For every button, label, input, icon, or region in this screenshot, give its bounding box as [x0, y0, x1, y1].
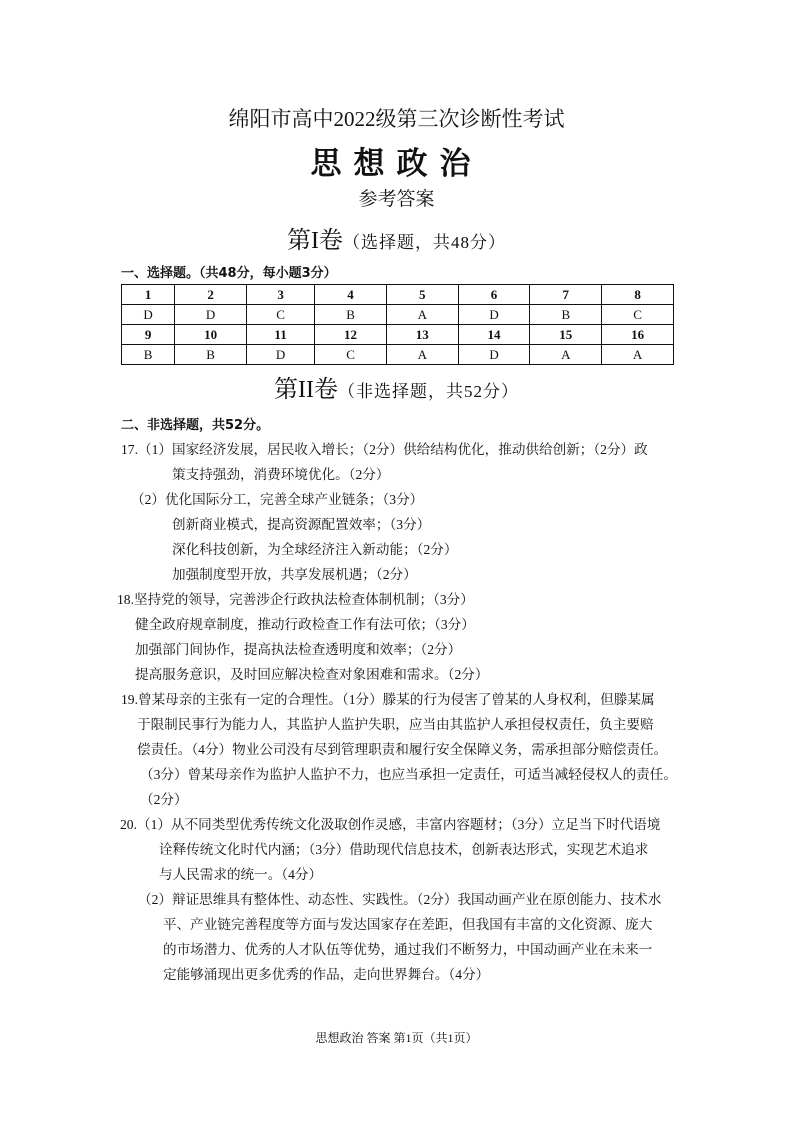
section2-label: 二、非选择题，共52分。 [121, 418, 270, 433]
question-number-cell: 9 [122, 325, 175, 345]
question-number-row [122, 325, 674, 345]
q20-line: 的市场潜力、优秀的人才队伍等优势，通过我们不断努力，中国动画产业在未来一 [163, 942, 653, 957]
question-number-cell: 8 [602, 285, 674, 305]
part2-subtitle: （非选择题，共52分） [337, 382, 519, 401]
question-number-cell: 14 [458, 325, 530, 345]
question-number-cell: 13 [386, 325, 458, 345]
q18-line: 加强部门间协作，提高执法检查透明度和效率；（2分） [135, 642, 462, 657]
q18-line: 18.坚持党的领导，完善涉企行政执法检查体制机制；（3分） [117, 592, 474, 607]
q17-line: （2）优化国际分工，完善全球产业链条；（3分） [131, 492, 424, 507]
q19-line: 于限制民事行为能力人，其监护人监护失职，应当由其监护人承担侵权责任，负主要赔 [137, 717, 654, 732]
part2-title: 第II卷 [274, 377, 338, 403]
answer-cell: A [602, 345, 674, 365]
doc-type: 参考答案 [358, 188, 435, 210]
q19-line: （3分）曾某母亲作为监护人监护不力，也应当承担一定责任，可适当减轻侵权人的责任。 [140, 767, 677, 782]
answer-cell: B [530, 305, 602, 325]
answer-cell: C [247, 305, 315, 325]
part2-heading [0, 369, 793, 404]
question-number-cell: 1 [122, 285, 175, 305]
q17-line: 加强制度型开放，共享发展机遇；（2分） [172, 567, 417, 582]
question-number-row [122, 285, 674, 305]
q17-line: 17.（1）国家经济发展，居民收入增长；（2分）供给结构优化，推动供给创新；（2分）政 [121, 442, 648, 457]
q20-line: 诠释传统文化时代内涵；（3分）借助现代信息技术，创新表达形式，实现艺术追求 [159, 842, 649, 857]
answer-cell: C [602, 305, 674, 325]
q20-line: 20.（1）从不同类型优秀传统文化汲取创作灵感，丰富内容题材；（3分）立足当下时代语境 [120, 817, 661, 832]
question-number-cell: 4 [315, 285, 387, 305]
q19-line: （2分） [140, 792, 188, 807]
part1-subtitle: （选择题，共48分） [343, 233, 506, 252]
answer-cell: A [386, 305, 458, 325]
q20-line: 平、产业链完善程度等方面与发达国家存在差距，但我国有丰富的文化资源、庞大 [163, 917, 653, 932]
answer-cell: C [315, 345, 387, 365]
page-footer: 思想政治 答案 第1页（共1页） [315, 1031, 478, 1045]
question-number-cell: 10 [175, 325, 247, 345]
answer-row [122, 345, 674, 365]
question-number-cell: 15 [530, 325, 602, 345]
question-number-cell: 3 [247, 285, 315, 305]
answer-cell: A [386, 345, 458, 365]
answer-row [122, 305, 674, 325]
q17-line: 深化科技创新，为全球经济注入新动能；（2分） [172, 542, 458, 557]
q18-line: 提高服务意识，及时回应解决检查对象困难和需求。（2分） [135, 667, 489, 682]
q17-line: 创新商业模式，提高资源配置效率；（3分） [172, 517, 431, 532]
answer-table [121, 284, 674, 365]
q19-line: 偿责任。（4分）物业公司没有尽到管理职责和履行安全保障义务，需承担部分赔偿责任。 [137, 742, 668, 757]
answer-cell: B [175, 345, 247, 365]
answer-cell: D [247, 345, 315, 365]
subject-title: 思想政治 [310, 146, 483, 182]
q17-line: 策支持强劲，消费环境优化。（2分） [172, 467, 390, 482]
answer-cell: B [122, 345, 175, 365]
answer-cell: D [175, 305, 247, 325]
exam-title: 绵阳市高中2022级第三次诊断性考试 [228, 107, 565, 131]
question-number-cell: 7 [530, 285, 602, 305]
q20-line: 定能够涌现出更多优秀的作品，走向世界舞台。（4分） [163, 967, 490, 982]
question-number-cell: 6 [458, 285, 530, 305]
q18-line: 健全政府规章制度，推动行政检查工作有法可依；（3分） [135, 617, 475, 632]
q20-line: （2）辩证思维具有整体性、动态性、实践性。（2分）我国动画产业在原创能力、技术水 [138, 892, 662, 907]
question-number-cell: 5 [386, 285, 458, 305]
part1-heading [0, 220, 793, 255]
answer-cell: D [122, 305, 175, 325]
part1-title: 第I卷 [287, 228, 343, 254]
answer-cell: A [530, 345, 602, 365]
question-number-cell: 16 [602, 325, 674, 345]
question-number-cell: 2 [175, 285, 247, 305]
question-number-cell: 12 [315, 325, 387, 345]
answer-cell: B [315, 305, 387, 325]
answer-cell: D [458, 305, 530, 325]
q19-line: 19.曾某母亲的主张有一定的合理性。（1分）滕某的行为侵害了曾某的人身权利，但滕某属 [121, 692, 655, 707]
section1-label: 一、选择题。（共48分，每小题3分） [121, 266, 337, 281]
answer-cell: D [458, 345, 530, 365]
question-number-cell: 11 [247, 325, 315, 345]
q20-line: 与人民需求的统一。（4分） [159, 867, 323, 882]
